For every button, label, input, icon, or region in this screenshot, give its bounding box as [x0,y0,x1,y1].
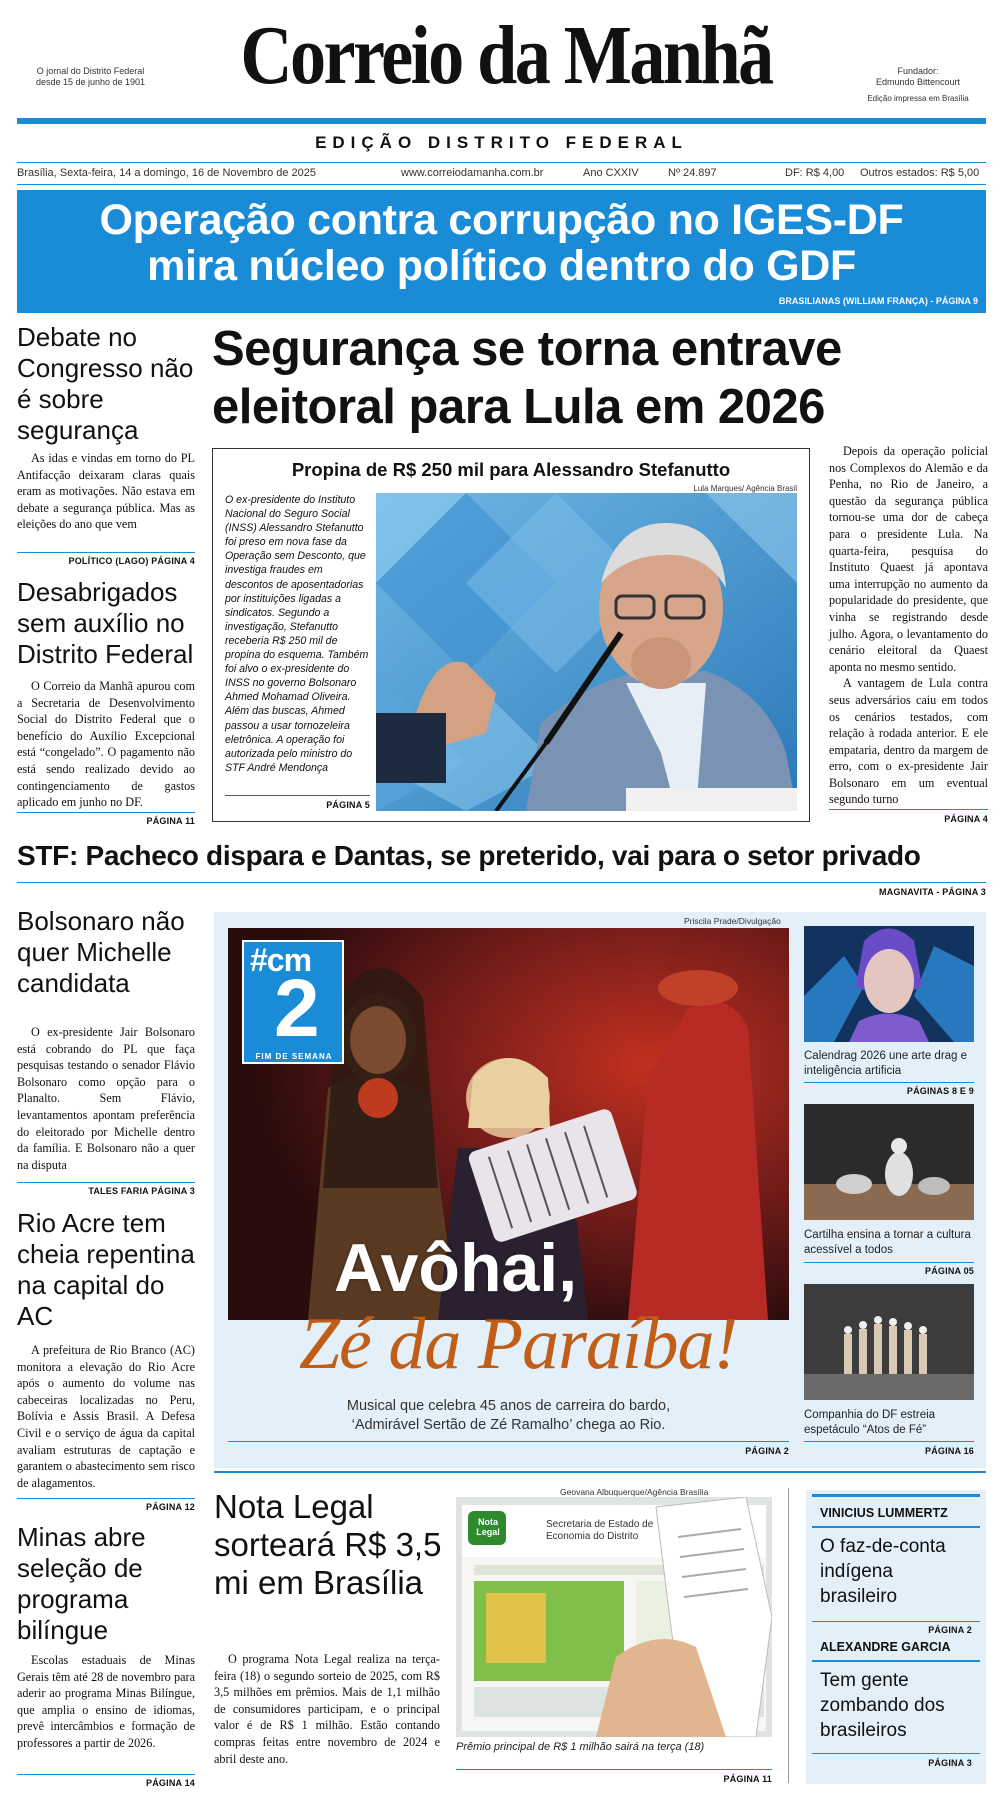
divider [456,1769,772,1770]
lead-right-column [829,443,988,808]
left-column-lower [17,906,195,1788]
story-ref: PÁGINA 11 [146,816,195,826]
photo-illustration [804,1104,974,1220]
side-caption: Companhia do DF estreia espetáculo “Atos de Fé” [804,1409,936,1436]
columnist-rule [812,1660,980,1662]
story-body: O ex-presidente Jair Bolsonaro está cobrando do PL que faça pesquisas testando o senador Flávio Bolsonaro como opção para o Planalto. Sem Flávio, levantamentos apontam preferência do eleitorado por Michelle dentro da família. E Bolsonaro não a quer na disputa [17,1025,195,1172]
columnist-name[interactable]: ALEXANDRE GARCIA [820,1640,951,1654]
calendrag-photo[interactable] [804,926,974,1042]
divider [812,1621,980,1622]
lead-box [212,448,810,822]
screen-text-2: Economia do Distrito [546,1531,639,1542]
story-headline[interactable]: Rio Acre tem cheia repentina na capital do AC [17,1208,195,1331]
story-ref: PÁGINA 14 [146,1778,195,1788]
lead-headline[interactable]: Segurança se torna entrave eleitoral para Lula em 2026 [212,322,842,434]
divider [812,1753,980,1754]
box-ref: PÁGINA 5 [326,800,370,810]
story-headline[interactable]: Desabrigados sem auxílio no Distrito Federal [17,577,194,669]
side-ref: PÁGINA 05 [925,1266,974,1276]
story-ref: TALES FARIA PÁGINA 3 [88,1186,195,1196]
divider [804,1262,974,1263]
columnist-title[interactable]: Tem gente zombando dos brasileiros [820,1670,945,1741]
divider [17,552,195,553]
dateline-date: Brasília, Sexta-feira, 14 a domingo, 16 de Novembro de 2025 [17,167,317,179]
edition-rule [17,162,986,163]
stf-rule [17,882,986,883]
stf-ref: MAGNAVITA - PÁGINA 3 [879,887,986,897]
lead-ref: PÁGINA 4 [944,814,988,824]
banner-line1: Operação contra corrupção no IGES-DF [99,196,904,244]
tagline [18,66,163,88]
story-headline[interactable]: Minas abre seleção de programa bilíngue [17,1522,146,1645]
banner-ref: BRASILIANAS (WILLIAM FRANÇA) - PÁGINA 9 [778,296,978,306]
story-body: A prefeitura de Rio Branco (AC) monitora a elevação do Rio Acre após o aumento do volume nas cabeceiras localizadas no Peru, Bolívia e Assis Brasil. A Defesa Civil e o serviço de água da capital avaliam estruturas de captação e garantem o abastecimento sem risco de alagamentos. [17,1343,195,1490]
divider [804,1441,974,1442]
columnist-name[interactable]: VINICIUS LUMMERTZ [820,1506,948,1520]
screen-logo: Nota Legal [476,1517,500,1537]
divider [228,1441,789,1442]
culture-section [214,912,986,1468]
lead-paragraph-1: Depois da operação policial nos Complexos do Alemão e da Penha, no Rio de Janeiro, a questão da segurança pública tornou-se uma dor de cabeça para o presidente Lula. Na quarta-feira, pesquisa do Instituto Quaest já apontava uma interrupção no aumento da popularidade do presidente, que vinha se registrando desde julho. Agora, o levantamento do cenário eleitoral da Quaest aponta no mesmo sentido. [829,444,988,674]
dateline-rule [17,184,986,185]
nota-body: O programa Nota Legal realiza na terça-feira (18) o segundo sorteio de 2025, com R$ 3,5 milhões em prêmios. Mais de 1,1 milhão de consumidores participam, e o principal valor é de R$ 1 milhão. Estão contando compras feitas entre novembro de 2024 e abril deste ano. [214,1652,440,1766]
price-other: Outros estados: R$ 5,00 [860,167,980,179]
tagline-line1: O jornal do Distrito Federal [36,66,145,76]
logo-top: #cm [250,942,312,978]
box-title[interactable]: Propina de R$ 250 mil para Alessandro Stefanutto [291,459,731,480]
culture-rule [214,1471,986,1473]
culture-credit: Priscila Prade/Divulgação [684,916,781,926]
website-link[interactable]: www.correiodamanha.com.br [401,167,544,179]
culture-ref: PÁGINA 2 [745,1446,789,1456]
nota-credit: Geovana Albuquerque/Agência Brasília [560,1487,709,1497]
side-caption: Cartilha ensina a tornar a cultura acessível a todos [804,1229,971,1256]
year: Ano CXXIV [583,167,639,179]
columnist-title[interactable]: O faz-de-conta indígena brasileiro [820,1536,946,1607]
culture-sub-1: Musical que celebra 45 anos de carreira do bardo, [346,1398,671,1414]
logo-sub: FIM DE SEMANA [255,1052,333,1061]
story-body: Escolas estaduais de Minas Gerais têm até 28 de novembro para aderir ao programa Minas Bilíngue, que amplia o ensino de idiomas, prevê intercâmbios e formação de professores a partir de 2026. [17,1653,195,1750]
box-text: O ex-presidente do Instituto Nacional do Seguro Social (INSS) Alessandro Stefanutto foi preso em nova fase da Operação sem Desconto, que investiga fraudes em descontos de aposentadorias por instituições ligadas a sindicatos. Segundo a investigação, Stefanutto receberia R$ 250 mil de propina do esquema. Também foi alvo o ex-presidente do INSS no governo Bolsonaro Ahmed Mohamad Oliveira. Além das buscas, Ahmed passou a usar tornozeleira eletrônica. A operação foi autorizada pelo ministro do STF André Mendonça [225,494,369,774]
culture-title-1[interactable]: Avôhai, [334,1230,578,1306]
story-ref: POLÍTICO (LAGO) PÁGINA 4 [68,556,195,566]
divider [17,1774,195,1775]
story-body: O Correio da Manhã apurou com a Secretaria de Desenvolvimento Social do Distrito Federal que o benefício do Auxílio Excepcional está “congelado”. O pagamento não está sendo realizado devido ao contingenciamento de gastos aplicado em junho no DF. [17,679,195,810]
side-ref: PÁGINAS 8 E 9 [906,1086,974,1096]
story-headline[interactable]: Bolsonaro não quer Michelle candidata [17,906,185,998]
photo-illustration [804,1284,974,1400]
columnist-rule [812,1494,980,1497]
divider [17,1498,195,1499]
stefanutto-photo [376,493,797,811]
side-caption: Calendrag 2026 une arte drag e inteligência artificia [804,1050,968,1077]
companhia-photo[interactable] [804,1284,974,1400]
divider [829,809,988,810]
tagline-line2: desde 15 de junho de 1901 [35,77,146,87]
box-divider [225,795,370,796]
cm2-logo [242,940,344,1064]
divider [17,1182,195,1183]
price-df: DF: R$ 4,00 [785,167,845,179]
issue-number: Nº 24.897 [668,167,717,179]
culture-sub-2: ‘Admirável Sertão de Zé Ramalho’ chega ao Rio. [351,1417,666,1433]
columnist-ref: PÁGINA 3 [928,1758,972,1768]
nota-ref: PÁGINA 11 [723,1774,772,1784]
banner-line2: mira núcleo político dentro do GDF [147,242,856,290]
masthead-title: Correio da Manhã [240,9,772,102]
culture-title-2[interactable]: Zé da Paraíba! [298,1303,738,1385]
nota-photo[interactable] [456,1497,772,1737]
side-ref: PÁGINA 16 [925,1446,974,1456]
banner[interactable] [17,190,986,313]
divider [804,1082,974,1083]
screen-text-1: Secretaria de Estado de [546,1519,654,1530]
founder-label: Fundador: [897,66,939,76]
lead-paragraph-2: A vantagem de Lula contra seus adversários caiu em todos os cenários testados, com relação à rodada anterior. E ele empataria, dentro da margem de erro, com o ex-presidente Jair Bolsonaro em um eventual segundo turno [829,676,988,807]
logo-number: 2 [274,963,320,1054]
nota-headline[interactable]: Nota Legal sorteará R$ 3,5 mi em Brasília [214,1488,442,1601]
edition-title: EDIÇÃO DISTRITO FEDERAL [315,133,688,152]
dateline [17,167,986,183]
founder [848,66,988,88]
photo-credit: Lula Marques/ Agência Brasil [693,484,797,493]
stf-headline[interactable]: STF: Pacheco dispara e Dantas, se preterido, vai para o setor privado [17,840,921,871]
photo-illustration [804,926,974,1042]
photo-illustration [376,493,797,811]
story-headline[interactable]: Debate no Congresso não é sobre segurança [17,322,194,445]
masthead-rule [17,118,986,124]
nota-caption: Prêmio principal de R$ 1 milhão sairá na terça (18) [456,1741,705,1753]
founder-name: Edmundo Bittencourt [875,77,961,87]
columnist-rule [812,1526,980,1528]
columnists-box [806,1490,986,1784]
left-column [17,322,195,826]
story-body: As idas e vindas em torno do PL Antifacção deixaram claras quais eram as motivações. Não estava em debate a segurança pública. Mas as eleições do ano que vem [17,451,195,532]
cartilha-photo[interactable] [804,1104,974,1220]
story-ref: PÁGINA 12 [146,1502,195,1512]
column-divider [788,1488,789,1783]
columnist-ref: PÁGINA 2 [928,1625,972,1635]
divider [17,812,195,813]
edition-note: Edição impressa em Brasília [867,94,969,103]
